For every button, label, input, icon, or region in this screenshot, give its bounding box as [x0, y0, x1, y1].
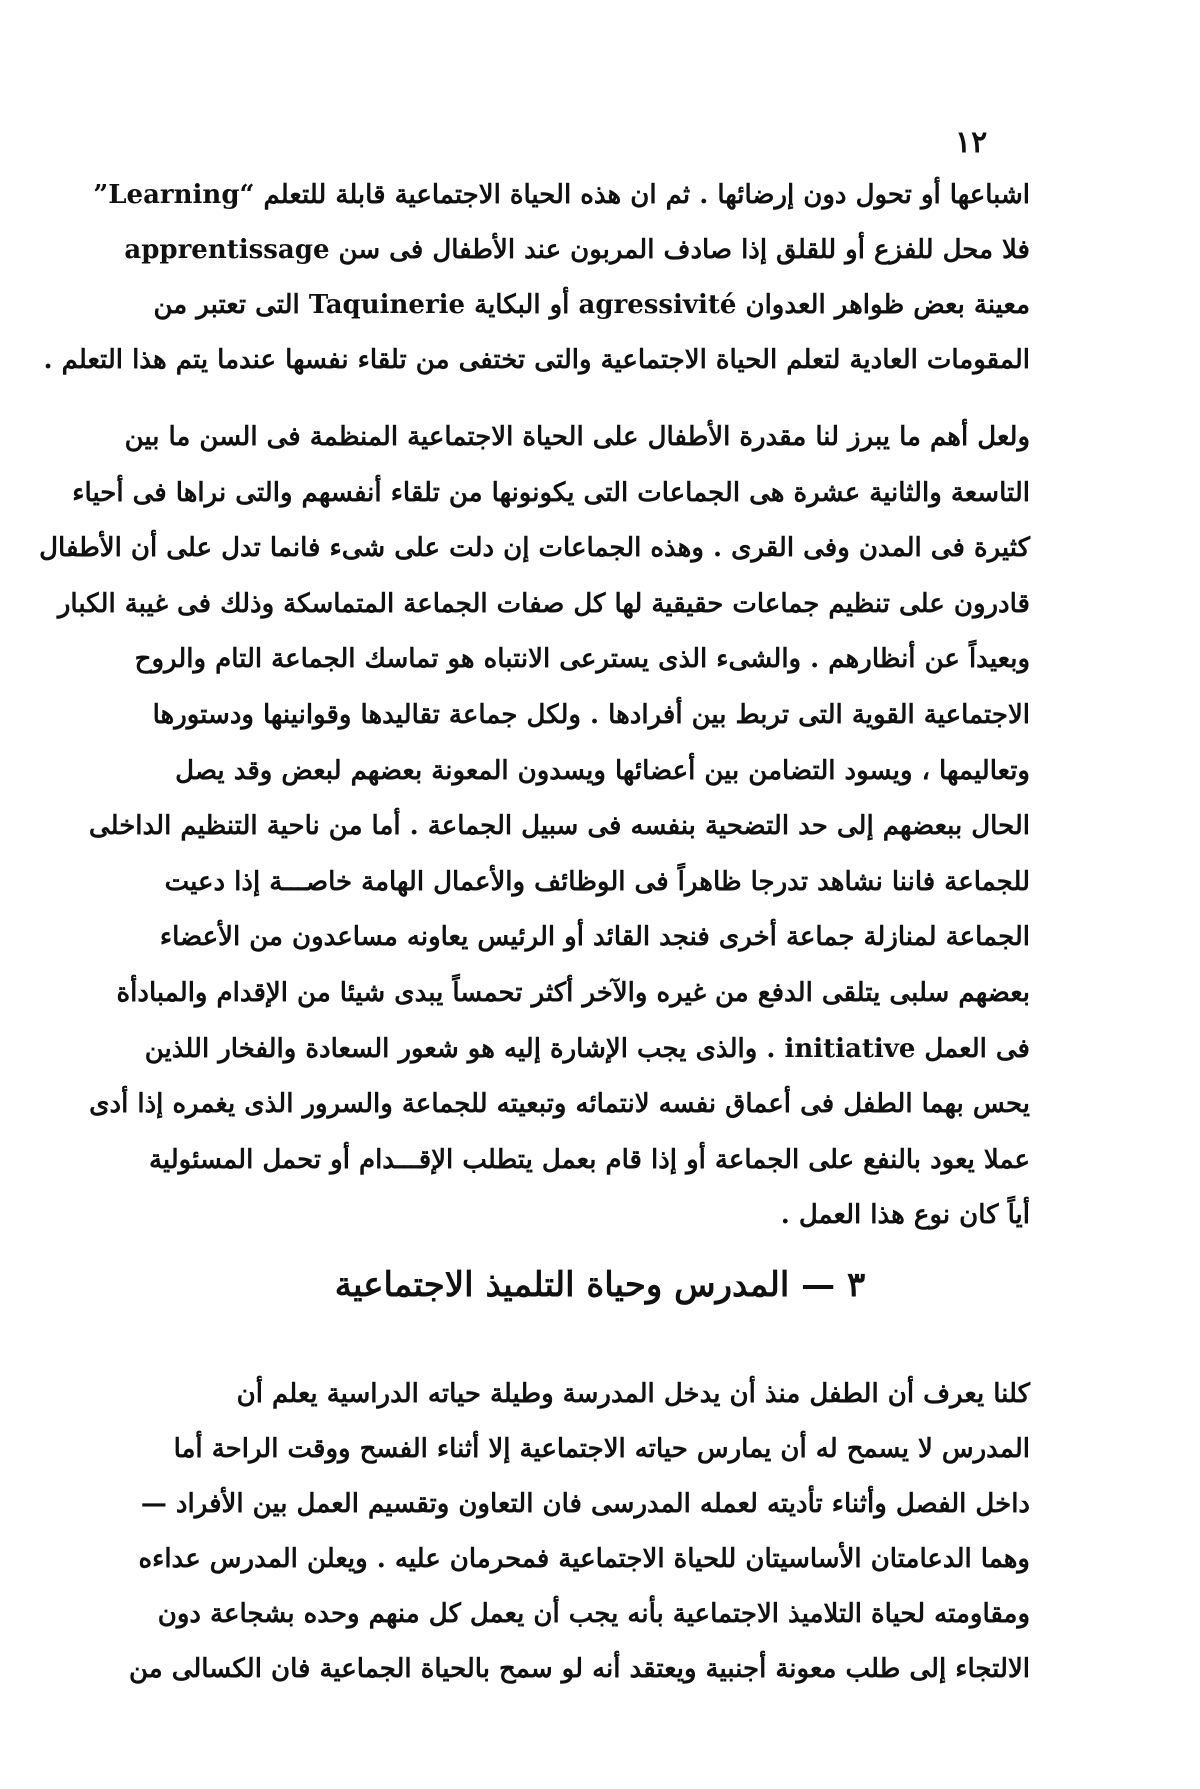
text-line: قادرون على تنظيم جماعات حقيقية لها كل صفات الجماعة المتماسكة وذلك فى غيبة الكبار [57, 588, 1030, 619]
text-line: المقومات العادية لتعلم الحياة الاجتماعية والتى تختفى من تلقاء نفسها عندما يتم هذا التعلم . [43, 345, 1030, 375]
text-line: الجماعة لمنازلة جماعة أخرى فنجد القائد أو الرئيس يعاونه مساعدون من الأعضاء [159, 922, 1030, 953]
text-line: وبعيداً عن أنظارهم . والشىء الذى يسترعى الانتباه هو تماسك الجماعة التام والروح [134, 644, 1030, 675]
text-line: بعضهم سلبى يتلقى الدفع من غيره والآخر أكثر تحمساً يبدى شيئا من الإقدام والمبادأة [116, 977, 1030, 1008]
paragraph-1 [43, 168, 1030, 388]
section-heading: ٣ — المدرس وحياة التلميذ الاجتماعية [334, 1265, 866, 1305]
text-line: كثيرة فى المدن وفى القرى . وهذه الجماعات إن دلت على شىء فانما تدل على أن الأطفال [39, 533, 1030, 564]
text-line: داخل الفصل وأثناء تأديته لعمله المدرسى فان التعاون وتقسيم العمل بين الأفراد — [140, 1489, 1030, 1519]
text-line: يحس بهما الطفل فى أعماق نفسه لانتمائه وتبعيته للجماعة والسرور الذى يغمره إذا أدى [89, 1089, 1030, 1120]
text-line: فى العمل initiative . والذى يجب الإشارة إليه هو شعور السعادة والفخار اللذين [144, 1033, 1030, 1064]
text-line: الحال ببعضهم إلى حد التضحية بنفسه فى سبيل الجماعة . أما من ناحية التنظيم الداخلى [88, 811, 1030, 842]
text-line: المدرس لا يسمح له أن يمارس حياته الاجتماعية إلا أثناء الفسح ووقت الراحة أما [173, 1434, 1030, 1464]
text-line: عملا يعود بالنفع على الجماعة أو إذا قام بعمل يتطلب الإقـــدام أو تحمل المسئولية [148, 1144, 1030, 1175]
text-line: للجماعة فاننا نشاهد تدرجا ظاهراً فى الوظائف والأعمال الهامة خاصـــة إذا دعيت [164, 866, 1030, 897]
text-line: اشباعها أو تحول دون إرضائها . ثم ان هذه الحياة الاجتماعية قابلة للتعلم “Learning” [93, 180, 1030, 210]
text-line: فلا محل للفزع أو للقلق إذا صادف المربون عند الأطفال فى سن apprentissage [124, 235, 1030, 265]
text-line: الالتجاء إلى طلب معونة أجنبية ويعتقد أنه لو سمح بالحياة الجماعية فان الكسالى من [128, 1654, 1030, 1684]
text-line: معينة بعض ظواهر العدوان agressivité أو البكاية Taquinerie التى تعتبر من [153, 290, 1030, 320]
text-line: ولعل أهم ما يبرز لنا مقدرة الأطفال على الحياة الاجتماعية المنظمة فى السن ما بين [124, 422, 1030, 452]
text-line: التاسعة والثانية عشرة هى الجماعات التى يكونونها من تلقاء أنفسهم والتى نراها فى أحياء [72, 477, 1030, 508]
text-line: ومقاومته لحياة التلاميذ الاجتماعية بأنه يجب أن يعمل كل منهم وحده بشجاعة دون [157, 1599, 1030, 1629]
paragraph-2 [39, 410, 1030, 1244]
page-number: ١٢ [955, 125, 988, 160]
text-line: الاجتماعية القوية التى تربط بين أفرادها . ولكل جماعة تقاليدها وقوانينها ودستورها [152, 699, 1030, 730]
text-line: أياً كان نوع هذا العمل . [780, 1200, 1030, 1231]
text-line: كلنا يعرف أن الطفل منذ أن يدخل المدرسة وطيلة حياته الدراسية يعلم أن [236, 1379, 1030, 1409]
paragraph-3 [128, 1367, 1030, 1697]
text-line: وهما الدعامتان الأساسيتان للحياة الاجتماعية فمحرمان عليه . ويعلن المدرس عداءه [138, 1544, 1030, 1574]
text-line: وتعاليمها ، ويسود التضامن بين أعضائها ويسدون المعونة بعضهم لبعض وقد يصل [175, 755, 1030, 786]
